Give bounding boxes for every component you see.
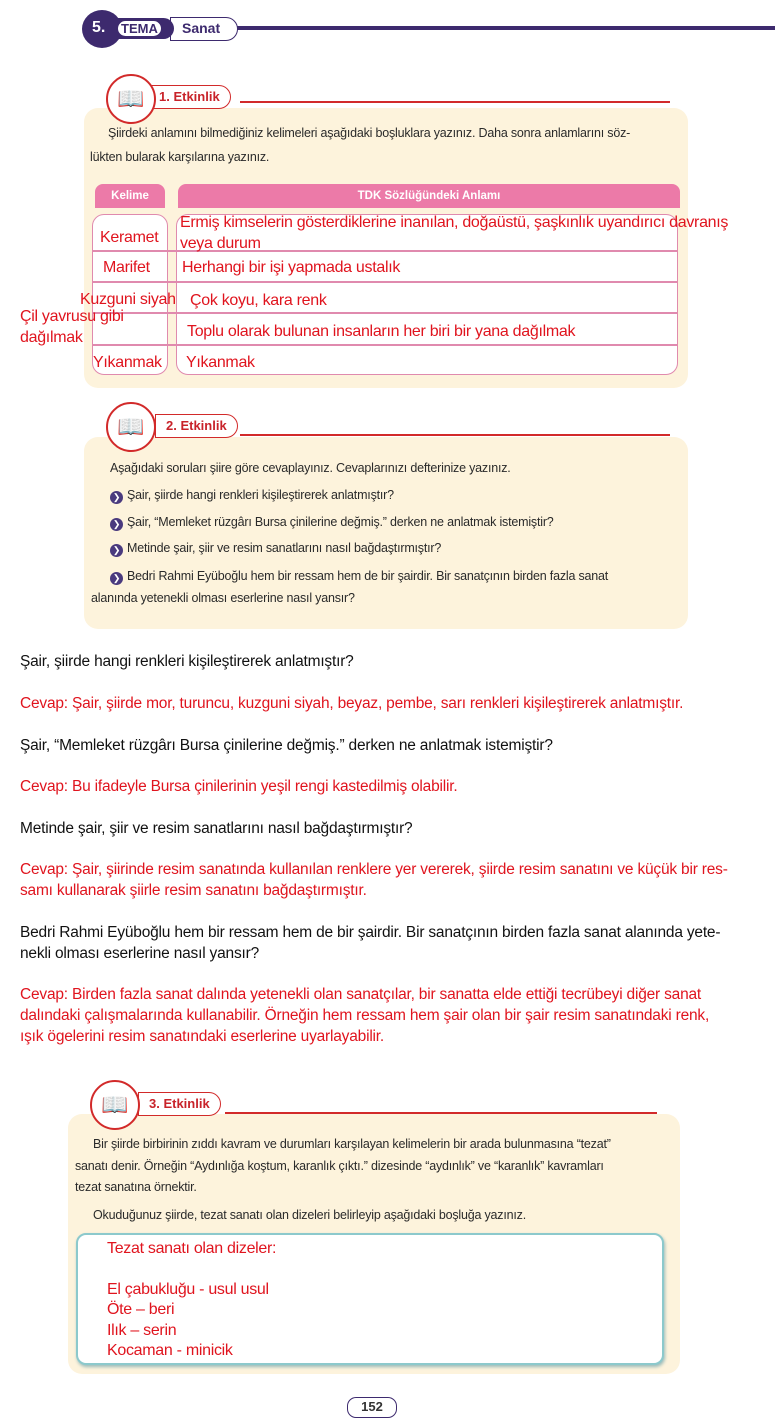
theme-label: TEMA	[118, 21, 161, 36]
arrow-icon: ❯	[110, 544, 123, 557]
question-1: ❯ Şair, şiirde hangi renkleri kişileştirerek anlatmıştır?	[110, 488, 394, 504]
activity3-text-3: tezat sanatına örnektir.	[75, 1180, 197, 1194]
arrow-icon: ❯	[110, 491, 123, 504]
word-cil-2: dağılmak	[20, 329, 83, 346]
col-word-header: Kelime	[95, 184, 165, 208]
meaning-keramet: Ermiş kimselerin gösterdiklerine inanılan, doğaüstü, şaşkınlık uyandırıcı davranış	[180, 214, 729, 231]
question-4: ❯ Bedri Rahmi Eyüboğlu hem bir ressam hem de bir şairdir. Bir sanatçının birden fazla sanat	[110, 569, 608, 585]
activity1-instruction: Şiirdeki anlamını bilmediğiniz kelimeleri aşağıdaki boşluklara yazınız. Daha sonra anlamlarını söz-	[108, 126, 631, 140]
activity2-instruction: Aşağıdaki soruları şiire göre cevaplayınız. Cevaplarınızı defterinize yazınız.	[110, 461, 511, 475]
answer-box-title: Tezat sanatı olan dizeler:	[107, 1240, 277, 1257]
activity1-label: 1. Etkinlik	[148, 85, 231, 109]
word-keramet: Keramet	[100, 229, 159, 246]
word-cil: Çil yavrusu gibi	[20, 308, 124, 325]
answer-a4: Cevap: Birden fazla sanat dalında yetenekli olan sanatçılar, bir sanatta elde ettiği tecrübeyi diğer sanat	[20, 986, 702, 1003]
question-3: ❯ Metinde şair, şiir ve resim sanatlarını nasıl bağdaştırmıştır?	[110, 541, 441, 557]
answer-q4: Bedri Rahmi Eyüboğlu hem bir ressam hem de bir şairdir. Bir sanatçının birden fazla sanat alanında yete-	[20, 924, 721, 941]
activity3-text-2: sanatı denir. Örneğin “Aydınlığa koştum, karanlık çıktı.” dizesinde “aydınlık” ve “karanlık” kavramları	[75, 1159, 604, 1173]
tezat-line-3: Ilık – serin	[107, 1322, 177, 1339]
arrow-icon: ❯	[110, 572, 123, 585]
word-yikanmak: Yıkanmak	[93, 354, 162, 371]
word-marifet: Marifet	[103, 259, 150, 276]
question-2: ❯ Şair, “Memleket rüzgârı Bursa çinilerine değmiş.” derken ne anlatmak istemiştir?	[110, 515, 554, 531]
meaning-marifet: Herhangi bir işi yapmada ustalık	[182, 259, 401, 276]
activity3-text-1: Bir şiirde birbirinin zıddı kavram ve durumları karşılayan kelimelerin bir arada bulunmasına “tezat”	[93, 1137, 611, 1151]
book-icon: 📖	[106, 74, 156, 124]
answer-a1: Cevap: Şair, şiirde mor, turuncu, kuzguni siyah, beyaz, pembe, sarı renkleri kişileştirerek anlatmıştır.	[20, 695, 684, 712]
page-number: 152	[347, 1397, 397, 1418]
tezat-line-1: El çabukluğu - usul usul	[107, 1281, 269, 1298]
question-4-line2: alanında yetenekli olması eserlerine nasıl yansır?	[91, 591, 355, 605]
answer-q1: Şair, şiirde hangi renkleri kişileştirerek anlatmıştır?	[20, 653, 354, 670]
meaning-cil: Toplu olarak bulunan insanların her biri bir yana dağılmak	[187, 323, 576, 340]
theme-number: 5.	[92, 19, 106, 36]
book-icon: 📖	[90, 1080, 140, 1130]
answer-a4-2: dalındaki çalışmalarında kullanabilir. Örneğin hem ressam hem şair olan bir şair resim sanatındaki renk,	[20, 1007, 710, 1024]
answer-q4-2: nekli olması eserlerine nasıl yansır?	[20, 945, 259, 962]
theme-header	[82, 10, 775, 50]
meaning-keramet-2: veya durum	[180, 235, 261, 252]
meaning-kuzguni: Çok koyu, kara renk	[190, 292, 327, 309]
activity3-label: 3. Etkinlik	[138, 1092, 221, 1116]
answer-a3: Cevap: Şair, şiirinde resim sanatında kullanılan renklere yer vererek, şiirde resim sanatını ve küçük bir res-	[20, 861, 728, 878]
tezat-line-4: Kocaman - minicik	[107, 1342, 233, 1359]
answer-q2: Şair, “Memleket rüzgârı Bursa çinilerine değmiş.” derken ne anlatmak istemiştir?	[20, 737, 553, 754]
meaning-yikanmak: Yıkanmak	[186, 354, 255, 371]
col-meaning-header: TDK Sözlüğündeki Anlamı	[178, 184, 680, 208]
arrow-icon: ❯	[110, 518, 123, 531]
answer-q3: Metinde şair, şiir ve resim sanatlarını nasıl bağdaştırmıştır?	[20, 820, 413, 837]
answer-a3-2: samı kullanarak şiirle resim sanatını bağdaştırmıştır.	[20, 882, 367, 899]
answer-a4-3: ışık ögelerini resim sanatındaki eserlerine uyarlayabilir.	[20, 1028, 385, 1045]
activity1-instruction-2: lükten bularak karşılarına yazınız.	[90, 150, 270, 164]
book-icon: 📖	[106, 402, 156, 452]
word-kuzguni: Kuzguni siyah	[80, 291, 176, 308]
theme-title: Sanat	[182, 20, 221, 36]
activity3-text-4: Okuduğunuz şiirde, tezat sanatı olan dizeleri belirleyip aşağıdaki boşluğa yazınız.	[93, 1208, 526, 1222]
activity2-label: 2. Etkinlik	[155, 414, 238, 438]
tezat-line-2: Öte – beri	[107, 1301, 175, 1318]
answer-a2: Cevap: Bu ifadeyle Bursa çinilerinin yeşil rengi kastedilmiş olabilir.	[20, 778, 458, 795]
